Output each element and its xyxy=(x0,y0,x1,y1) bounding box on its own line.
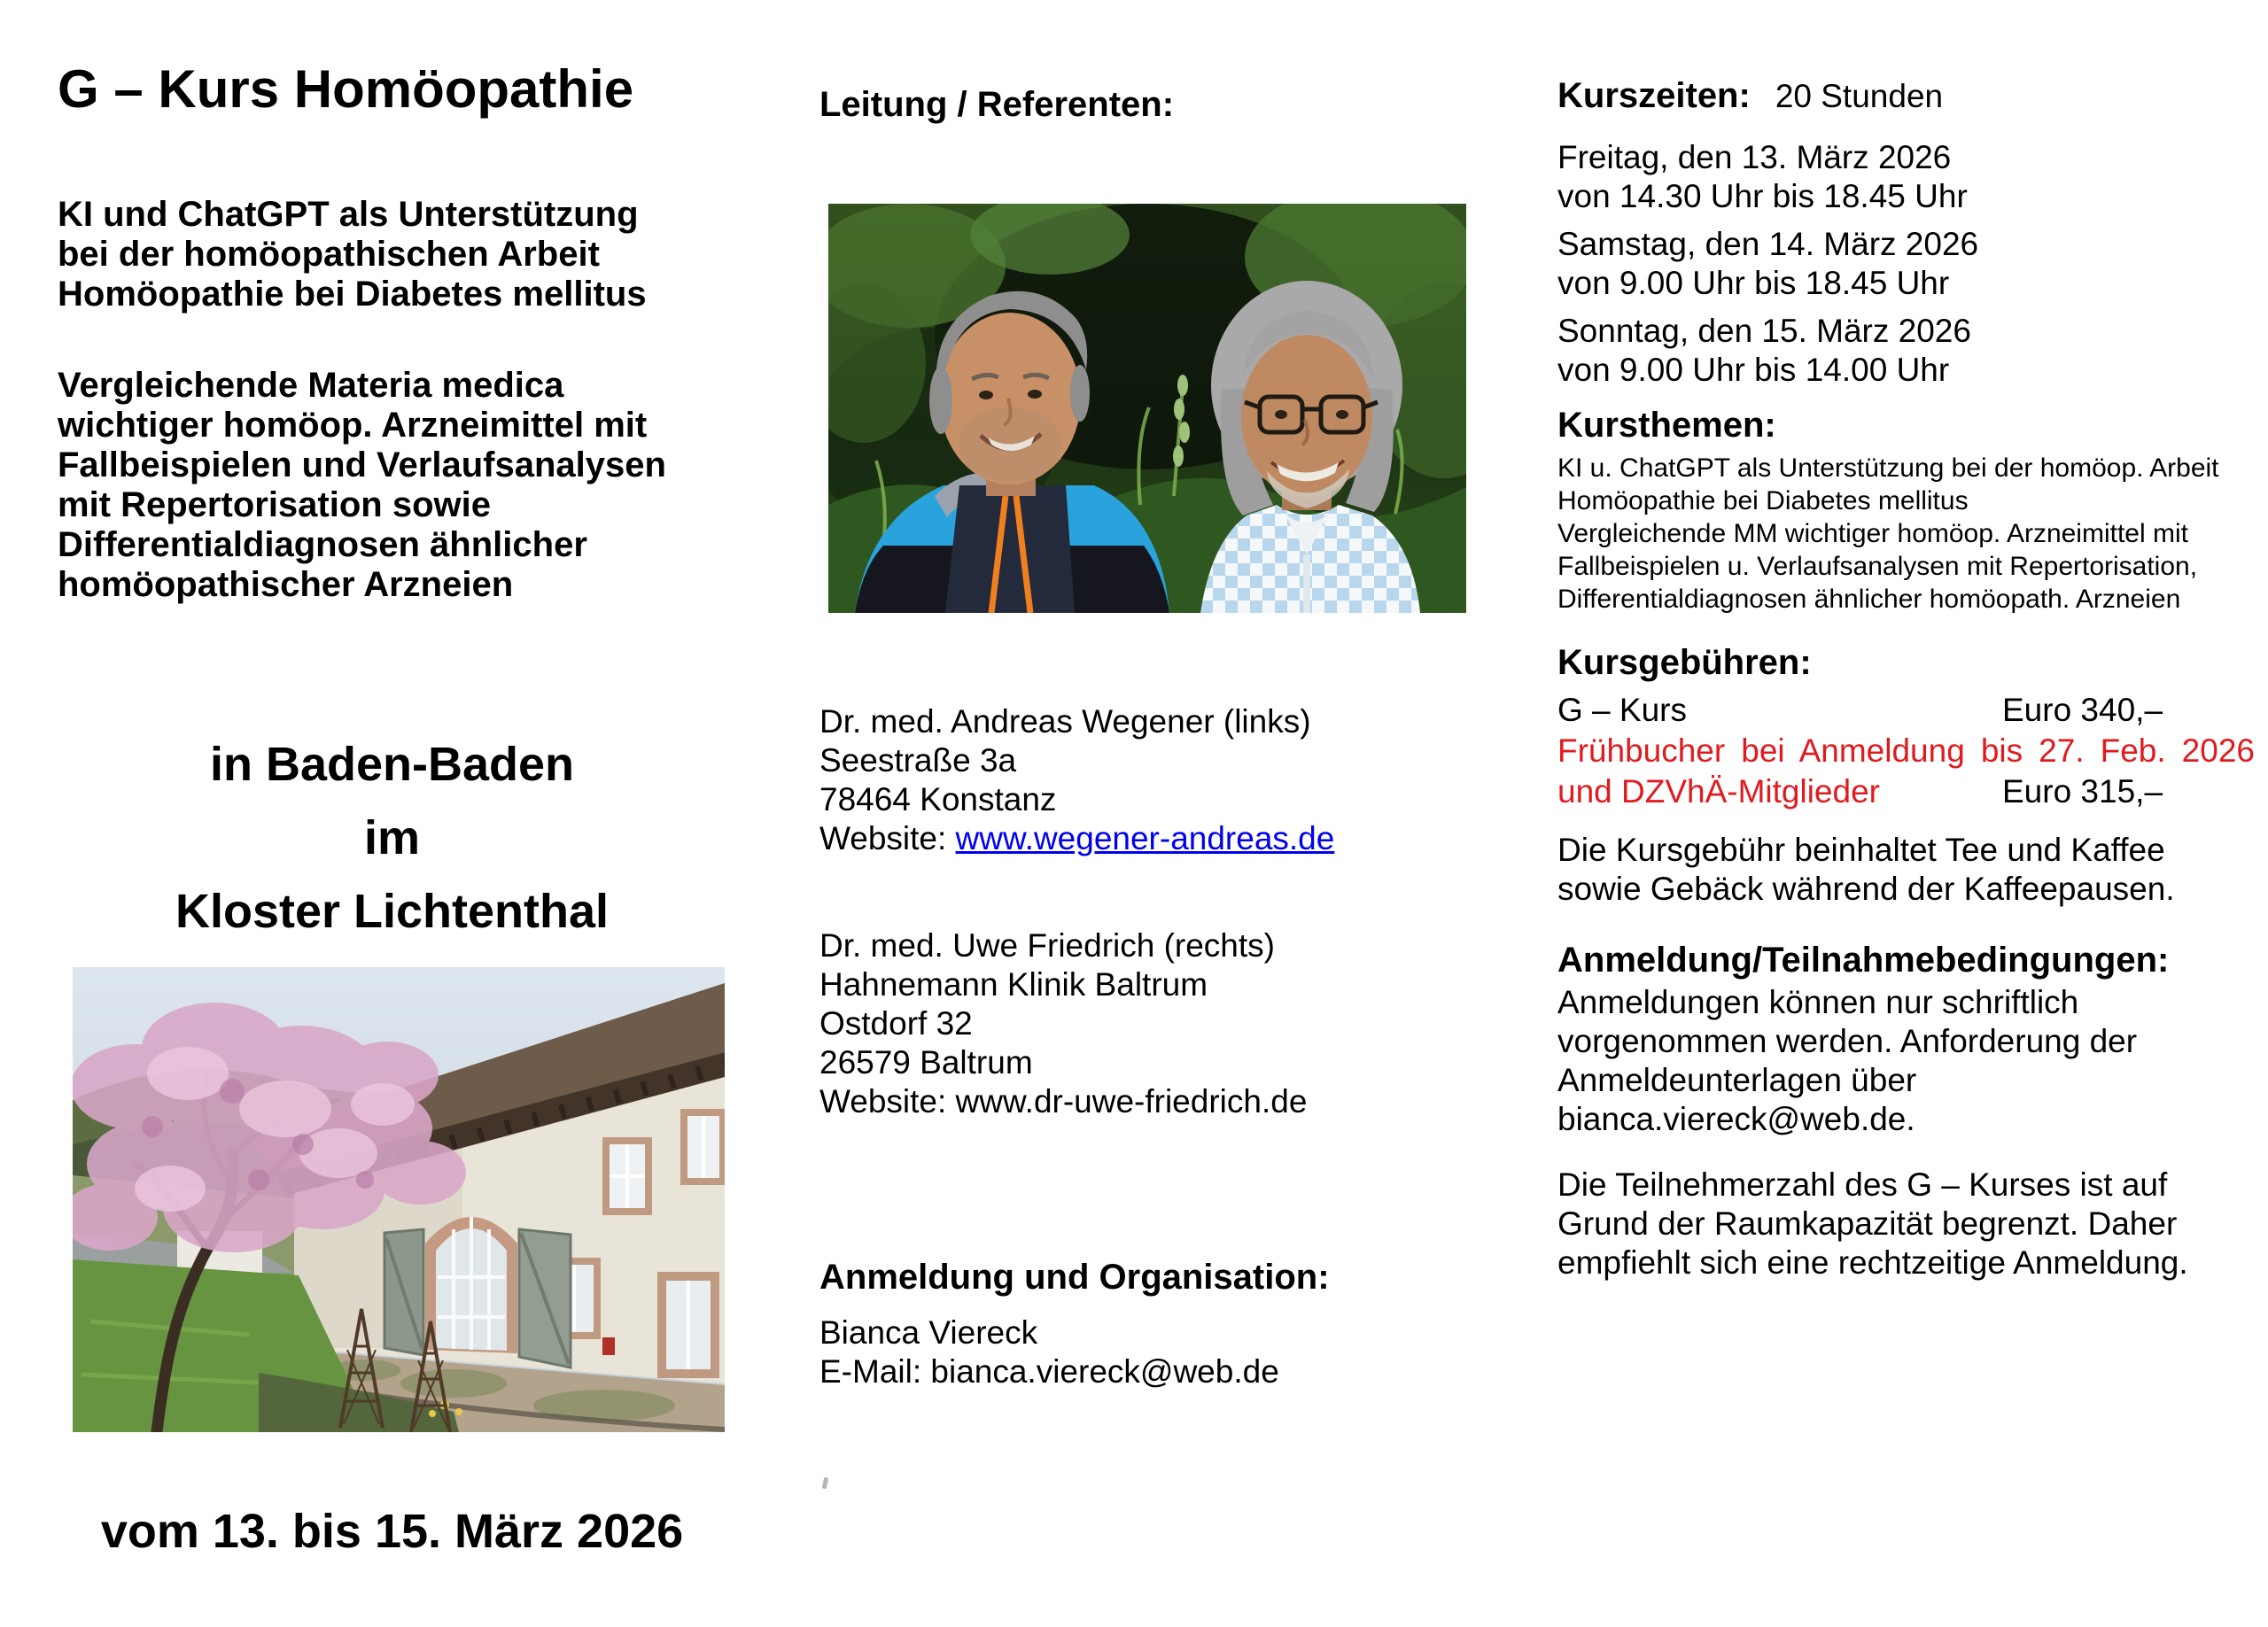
referent2-street: Ostdorf 32 xyxy=(819,1005,973,1042)
text-line: in Baden-Baden xyxy=(209,738,575,791)
text-line: wichtiger homöop. Arzneimittel mit xyxy=(58,406,648,445)
fee-row-standard xyxy=(1557,691,2255,730)
referents-photo xyxy=(828,204,1466,613)
wegener-website-link[interactable]: www.wegener-andreas.de xyxy=(955,820,1335,856)
text-line: Differentialdiagnosen ähnlicher xyxy=(58,525,587,564)
day-date: , den 13. März 2026 xyxy=(1659,139,1952,175)
course-times-line xyxy=(1557,76,1943,116)
organizer-email: E-Mail: bianca.viereck@web.de xyxy=(819,1353,1279,1390)
text-line: empfiehlt sich eine rechtzeitige Anmeldung. xyxy=(1557,1244,2188,1281)
text-line: sowie Gebäck während der Kaffeepausen. xyxy=(1557,871,2175,907)
text-line: Kloster Lichtenthal xyxy=(175,885,610,938)
text-line: Homöopathie bei Diabetes mellitus xyxy=(58,275,647,314)
themes-list xyxy=(1557,452,2219,616)
text-line: Vergleichende MM wichtiger homöop. Arzneimittel mit xyxy=(1557,519,2188,548)
early-bird-line1: Frühbucher bei Anmeldung bis 27. Feb. 2026 xyxy=(1557,732,2255,769)
text-line: Homöopathie bei Diabetes mellitus xyxy=(1557,486,1969,515)
day-date: , den 14. März 2026 xyxy=(1687,226,1979,262)
organisation-heading: Anmeldung und Organisation: xyxy=(819,1258,1330,1297)
fee-early-price: Euro 315,– xyxy=(2002,773,2163,810)
fee-row-early xyxy=(1557,772,2255,811)
text-line: mit Repertorisation sowie xyxy=(58,485,491,524)
organizer-name: Bianca Viereck xyxy=(819,1314,1038,1351)
text-line: bianca.viereck@web.de. xyxy=(1557,1101,1915,1137)
referent1-address xyxy=(819,702,1334,858)
fee-course-price: Euro 340,– xyxy=(2002,692,2163,728)
day-line xyxy=(1557,225,1978,264)
early-bird-line2: und DZVhÄ-Mitglieder xyxy=(1557,773,1880,810)
referent2-city: 26579 Baltrum xyxy=(819,1044,1033,1081)
day-group-friday xyxy=(1557,138,1968,216)
day-time: von 9.00 Uhr bis 18.45 Uhr xyxy=(1557,265,1950,301)
text-line: Differentialdiagnosen ähnlicher homöopath. Arzneien xyxy=(1557,585,2181,614)
day-name: Sonntag xyxy=(1557,313,1680,349)
referent2-clinic: Hahnemann Klinik Baltrum xyxy=(819,966,1208,1003)
referent1-city: 78464 Konstanz xyxy=(819,781,1057,817)
text-line: Die Teilnehmerzahl des G – Kurses ist auf xyxy=(1557,1166,2168,1203)
text-line: Fallbeispielen und Verlaufsanalysen xyxy=(58,445,666,484)
course-date-range: vom 13. bis 15. März 2026 xyxy=(100,1505,684,1558)
text-line: Vergleichende Materia medica xyxy=(58,366,564,405)
topics-paragraph xyxy=(58,366,666,605)
text-line: KI und ChatGPT als Unterstützung xyxy=(58,195,639,234)
referent2-address xyxy=(819,926,1307,1121)
day-group-sunday xyxy=(1557,312,1971,390)
organisation-block xyxy=(819,1313,1279,1391)
text-line: im xyxy=(363,811,421,864)
referent1-name: Dr. med. Andreas Wegener (links) xyxy=(819,703,1311,740)
text-line: Grund der Raumkapazität begrenzt. Daher xyxy=(1557,1205,2178,1242)
themes-heading: Kursthemen: xyxy=(1557,406,1776,445)
text-line: Anmeldungen können nur schriftlich xyxy=(1557,984,2079,1020)
fee-course-label: G – Kurs xyxy=(1557,692,1687,728)
day-time: von 14.30 Uhr bis 18.45 Uhr xyxy=(1557,178,1968,214)
day-name: Samstag xyxy=(1557,226,1688,262)
referents-heading: Leitung / Referenten: xyxy=(819,85,1175,124)
day-line xyxy=(1557,138,1968,177)
referent2-name: Dr. med. Uwe Friedrich (rechts) xyxy=(819,927,1275,964)
times-hours: 20 Stunden xyxy=(1775,78,1944,114)
day-name: Freitag xyxy=(1557,139,1660,175)
text-line: KI u. ChatGPT als Unterstützung bei der homöop. Arbeit xyxy=(1557,453,2219,483)
referent2-website: Website: www.dr-uwe-friedrich.de xyxy=(819,1083,1308,1120)
day-group-saturday xyxy=(1557,225,1978,303)
times-heading: Kurszeiten: xyxy=(1557,76,1751,115)
intro-paragraph xyxy=(58,195,647,314)
text-line: Anmeldeunterlagen über xyxy=(1557,1062,1917,1098)
text-line: bei der homöopathischen Arbeit xyxy=(58,235,600,274)
text-line: Die Kursgebühr beinhaltet Tee und Kaffee xyxy=(1557,832,2165,868)
referent1-website-line xyxy=(819,819,1334,858)
registration-paragraph xyxy=(1557,983,2137,1139)
referent1-street: Seestraße 3a xyxy=(819,742,1017,779)
text-line: vorgenommen werden. Anforderung der xyxy=(1557,1023,2138,1059)
day-line xyxy=(1557,312,1971,351)
page-title: G – Kurs Homöopathie xyxy=(58,59,634,119)
fee-note xyxy=(1557,831,2175,909)
registration-heading: Anmeldung/Teilnahmebedingungen: xyxy=(1557,941,2170,980)
scan-speck xyxy=(822,1477,829,1490)
text-line: homöopathischer Arzneien xyxy=(58,565,514,604)
capacity-paragraph xyxy=(1557,1166,2188,1282)
venue-photo xyxy=(73,967,725,1432)
text-line: Fallbeispielen u. Verlaufsanalysen mit Repertorisation, xyxy=(1557,552,2198,581)
fees-heading: Kursgebühren: xyxy=(1557,643,1812,682)
day-date: , den 15. März 2026 xyxy=(1679,313,1971,349)
venue-location xyxy=(58,728,726,949)
website-label: Website: xyxy=(819,820,956,856)
day-time: von 9.00 Uhr bis 14.00 Uhr xyxy=(1557,352,1950,388)
